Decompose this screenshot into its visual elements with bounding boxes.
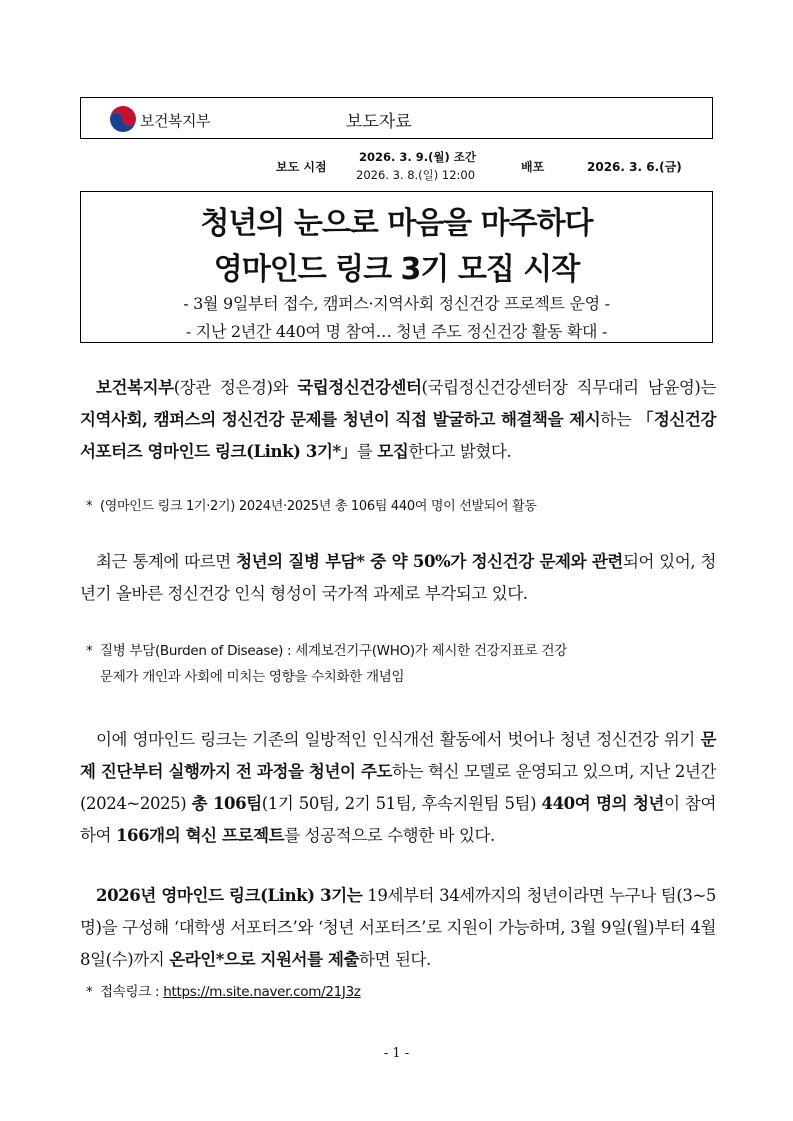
footnote-2-star: * [86, 643, 93, 659]
page-number: - 1 - [383, 1046, 410, 1061]
footnote-1 [86, 494, 716, 520]
p1-bold-3: 지역사회, 캠퍼스의 정신건강 문제를 청년이 직접 발굴하고 해결책을 제시 [80, 410, 601, 429]
application-link[interactable]: https://m.site.naver.com/21J3z [163, 984, 361, 1000]
footnote-1-text: (영마인드 링크 1기·2기) 2024년·2025년 총 106팀 440여 명이 선발되어 활동 [100, 499, 537, 514]
p1-bold-1: 보건복지부 [96, 378, 174, 397]
p4-text-1: 19세부터 34세까지의 청년이라면 누구나 팀(3~5명)을 구성해 ‘대학생 서포터즈’와 ‘청년 서포터즈’로 지원이 가능하며, 3월 9일(월)부터 4월 8일(수)까지 [80, 886, 716, 969]
headline-line-1: 청년의 눈으로 마음을 마주하다 [200, 206, 593, 241]
p3-bold-4: 166개의 혁신 프로젝트 [115, 826, 285, 845]
p3-bold-1: 문제 진단부터 실행까지 전 과정을 청년이 주도 [80, 730, 716, 781]
p4-bold-1: 2026년 영마인드 링크(Link) 3기는 [96, 886, 363, 905]
footnote-2-line-1: 질병 부담(Burden of Disease) : 세계보건기구(WHO)가 제시한 건강지표로 건강 [100, 643, 568, 659]
p1-text-2: (국립정신건강센터장 직무대리 남윤영)는 [421, 378, 716, 397]
p3-text-2: 하는 혁신 모델로 운영되고 있으며, 지난 2년간(2024~2025) [80, 762, 716, 813]
p1-text-3: 하는 [600, 410, 637, 429]
p2-text-2: 되어 있어, 청년기 올바른 정신건강 인식 형성이 국가적 과제로 부각되고 있다. [80, 552, 716, 603]
p2-text-1: 최근 통계에 따르면 [96, 552, 237, 571]
p4-text-2: 하면 된다. [359, 950, 431, 969]
document-type: 보도자료 [346, 112, 412, 132]
paragraph-1 [80, 372, 716, 468]
distribution-date: 2026. 3. 6.(금) [587, 160, 682, 174]
distribution-label: 배포 [521, 160, 545, 174]
p1-text-5: 한다고 밝혔다. [408, 442, 512, 461]
government-logo-icon [108, 104, 138, 134]
release-date-2: 2026. 3. 8.(일) 12:00 [356, 168, 476, 182]
p3-bold-3: 440여 명의 청년 [541, 794, 665, 813]
p4-bold-2: 온라인*으로 지원서를 제출 [169, 950, 360, 969]
p1-bold-5: 모집 [377, 442, 409, 461]
p3-text-1: 이에 영마인드 링크는 기존의 일방적인 인식개선 활동에서 벗어나 청년 정신건강 위기 [96, 730, 701, 749]
footnote-2 [86, 638, 716, 690]
footnote-3 [86, 979, 716, 1005]
p1-bold-4: 「정신건강 서포터즈 영마인드 링크(Link) 3기*」 [80, 410, 716, 461]
footnote-3-star: * [86, 984, 93, 1000]
p1-text-4: 를 [356, 442, 378, 461]
footnote-3-label: 접속링크 : [100, 984, 164, 1000]
paragraph-3 [80, 724, 716, 852]
p3-bold-2: 총 106팀 [191, 794, 262, 813]
ministry-name: 보건복지부 [140, 112, 210, 130]
release-date-1: 2026. 3. 9.(월) 조간 [359, 150, 476, 164]
p3-text-4: 이 참여하여 [80, 794, 716, 845]
footnote-2-line-2: 문제가 개인과 사회에 미치는 영향을 수치화한 개념임 [100, 669, 405, 685]
subheadline-1: - 3월 9일부터 접수, 캠퍼스·지역사회 정신건강 프로젝트 운영 - [183, 294, 610, 313]
paragraph-4 [80, 880, 716, 976]
p2-bold-1: 청년의 질병 부담* 중 약 50%가 정신건강 문제와 관련 [236, 552, 623, 571]
release-label: 보도 시점 [276, 160, 327, 174]
headline-line-2: 영마인드 링크 3기 모집 시작 [213, 252, 580, 287]
footnote-1-star: * [86, 499, 93, 514]
subheadline-2: - 지난 2년간 440여 명 참여… 청년 주도 정신건강 활동 확대 - [185, 322, 608, 341]
p3-text-3: (1기 50팀, 2기 51팀, 후속지원팀 5팀) [261, 794, 542, 813]
paragraph-2 [80, 546, 716, 610]
p1-bold-2: 국립정신건강센터 [297, 378, 422, 397]
p1-text-1: (장관 정은경)와 [173, 378, 298, 397]
p3-text-5: 를 성공적으로 수행한 바 있다. [284, 826, 495, 845]
